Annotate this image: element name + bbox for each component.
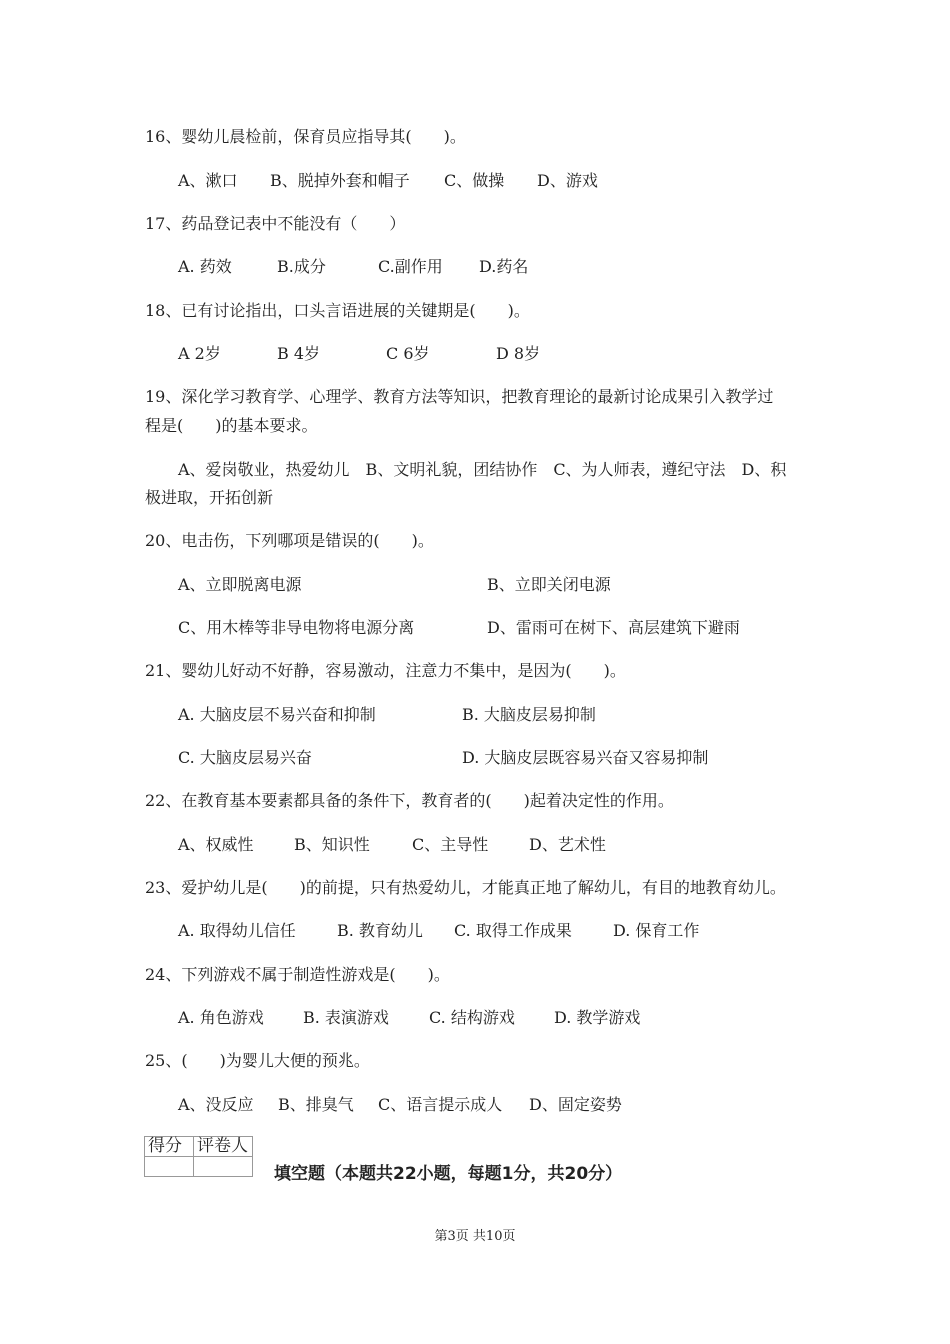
question-22-option-b: B、知识性	[294, 835, 370, 854]
question-24-option-c: C. 结构游戏	[429, 1008, 515, 1027]
question-25-option-c: C、语言提示成人	[378, 1095, 503, 1114]
question-17-option-b: B.成分	[277, 257, 326, 276]
question-18-option-c: C 6岁	[386, 344, 430, 363]
question-20-option-b: B、立即关闭电源	[487, 575, 611, 594]
question-17-option-d: D.药名	[479, 257, 529, 276]
question-17-stem: 17、药品登记表中不能没有（ ）	[145, 214, 406, 233]
question-24-option-d: D. 教学游戏	[554, 1008, 641, 1027]
question-22-option-d: D、艺术性	[529, 835, 606, 854]
question-24-option-b: B. 表演游戏	[303, 1008, 389, 1027]
question-22-option-c: C、主导性	[412, 835, 489, 854]
question-22-stem: 22、在教育基本要素都具备的条件下，教育者的( )起着决定性的作用。	[145, 791, 674, 810]
page-footer: 第3页 共10页	[434, 1229, 516, 1244]
question-23-option-a: A. 取得幼儿信任	[178, 921, 296, 940]
question-23-option-d: D. 保育工作	[613, 921, 700, 940]
reviewer-label: 评卷人	[194, 1137, 253, 1157]
question-23-option-b: B. 教育幼儿	[337, 921, 423, 940]
score-cell[interactable]	[145, 1157, 194, 1177]
question-19-stem-line-1: 19、深化学习教育学、心理学、教育方法等知识，把教育理论的最新讨论成果引入教学过	[145, 387, 774, 406]
question-21-option-d: D. 大脑皮层既容易兴奋又容易抑制	[462, 748, 709, 767]
question-19-stem-line-2: 程是( )的基本要求。	[145, 416, 318, 435]
score-label: 得分	[145, 1137, 194, 1157]
question-23-stem: 23、爱护幼儿是( )的前提，只有热爱幼儿，才能真正地了解幼儿，有目的地教育幼儿。	[145, 878, 786, 897]
question-21-option-c: C. 大脑皮层易兴奋	[178, 748, 312, 767]
question-20-option-c: C、用木棒等非导电物将电源分离	[178, 618, 415, 637]
score-box	[144, 1136, 253, 1177]
question-18-option-b: B 4岁	[277, 344, 321, 363]
question-25-option-a: A、没反应	[178, 1095, 254, 1114]
question-22-option-a: A、权威性	[178, 835, 254, 854]
question-18-option-d: D 8岁	[496, 344, 541, 363]
question-18-option-a: A 2岁	[178, 344, 221, 363]
question-20-option-d: D、雷雨可在树下、高层建筑下避雨	[487, 618, 740, 637]
reviewer-cell[interactable]	[194, 1157, 253, 1177]
question-20-option-a: A、立即脱离电源	[178, 575, 302, 594]
question-24-option-a: A. 角色游戏	[178, 1008, 264, 1027]
question-16-option-b: B、脱掉外套和帽子	[270, 171, 410, 190]
question-24-stem: 24、下列游戏不属于制造性游戏是( )。	[145, 965, 450, 984]
question-19-options-line-1: A、爱岗敬业，热爱幼儿 B、文明礼貌，团结协作 C、为人师表，遵纪守法 D、积	[178, 460, 787, 479]
question-19-options-line-2: 极进取，开拓创新	[145, 488, 274, 507]
question-16-option-d: D、游戏	[537, 171, 598, 190]
section-title: 填空题（本题共22小题，每题1分，共20分）	[274, 1164, 623, 1184]
question-16-stem: 16、婴幼儿晨检前，保育员应指导其( )。	[145, 127, 466, 146]
question-25-stem: 25、( )为婴儿大便的预兆。	[145, 1051, 370, 1070]
question-16-option-a: A、漱口	[178, 171, 238, 190]
question-20-stem: 20、电击伤，下列哪项是错误的( )。	[145, 531, 434, 550]
question-25-option-d: D、固定姿势	[529, 1095, 622, 1114]
question-25-option-b: B、排臭气	[278, 1095, 354, 1114]
question-18-stem: 18、已有讨论指出，口头言语进展的关键期是( )。	[145, 301, 530, 320]
question-17-option-a: A. 药效	[178, 257, 232, 276]
question-21-option-b: B. 大脑皮层易抑制	[462, 705, 596, 724]
question-21-option-a: A. 大脑皮层不易兴奋和抑制	[178, 705, 376, 724]
question-16-option-c: C、做操	[444, 171, 505, 190]
question-23-option-c: C. 取得工作成果	[454, 921, 572, 940]
question-21-stem: 21、婴幼儿好动不好静，容易激动，注意力不集中，是因为( )。	[145, 661, 626, 680]
question-17-option-c: C.副作用	[378, 257, 443, 276]
